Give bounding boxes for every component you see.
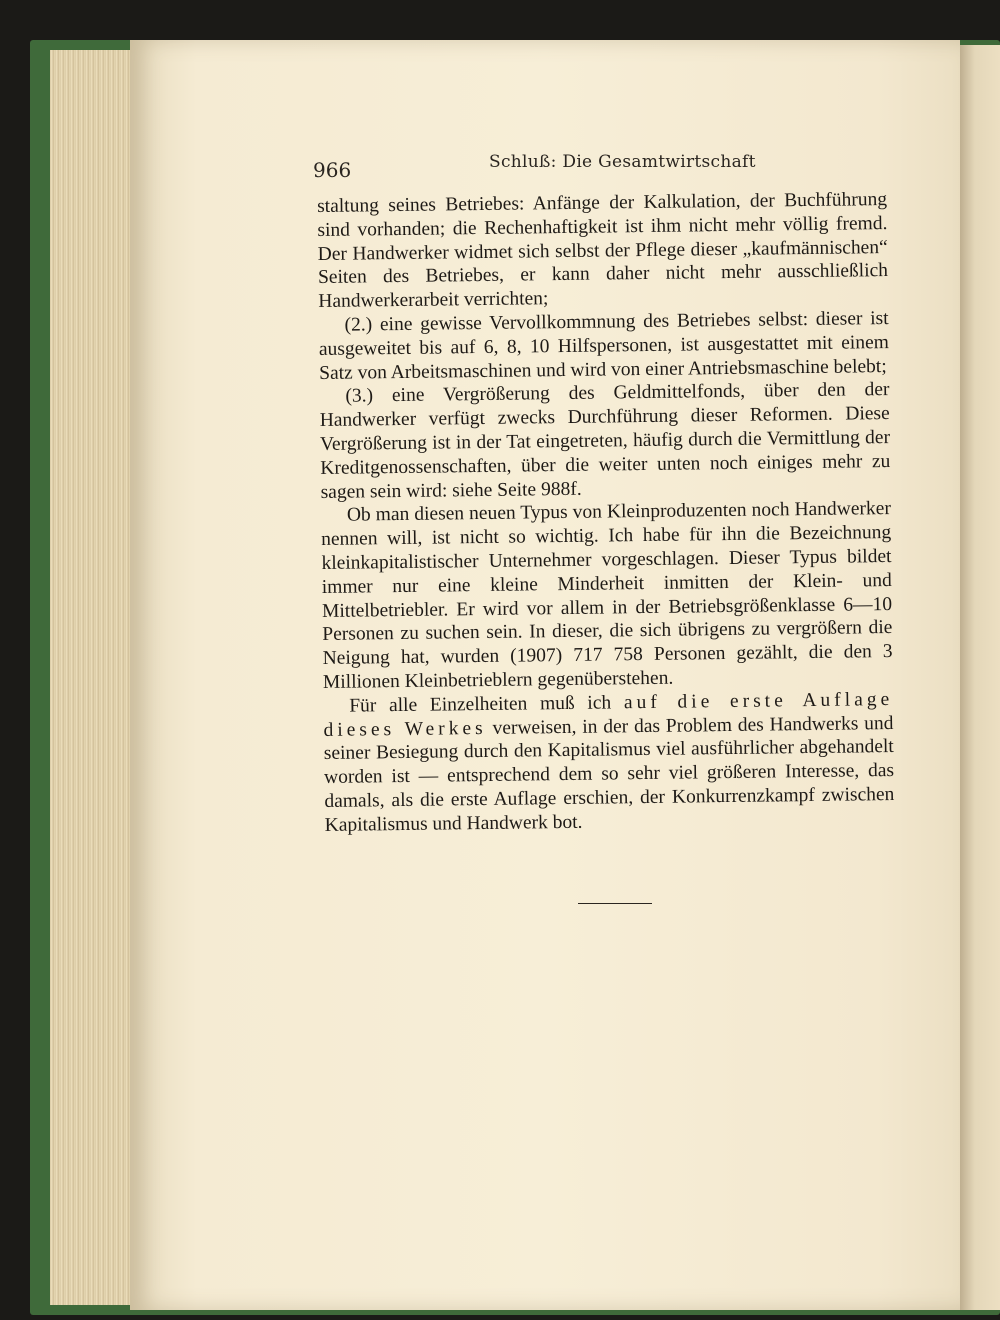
spaced-emphasis: auf die erste Auflage dieses Werkes xyxy=(323,688,894,741)
next-page-edge xyxy=(958,45,1000,1310)
paragraph-point-2: (2.) eine gewisse Vervollkommnung des Betriebes selbst: dieser ist ausgeweitet bis auf 6, 8, 10 Hilfspersonen, ist ausgestattet mit einem Satz von Arbeitsmaschinen und wird von einer Antriebsmaschine belebt; xyxy=(318,308,889,384)
paragraph-point-3: (3.) eine Vergrößerung des Geldmittelfonds, über den der Handwerker verfügt zwecks Durchführung dieser Reformen. Diese Vergrößerung ist in der Tat eingetreten, häufig durch die Vermittlung der Kreditgenossenschaften, über die weiter unten noch einiges mehr zu sagen sein wird: siehe Seite 988f. xyxy=(319,379,891,503)
reference-text-after: verweisen, in der das Problem des Handwerks und seiner Besiegung durch den Kapitalismus viel ausführlicher abgehandelt worden ist — entsprechend dem so sehr viel größeren Interesse, das damals, als die erste Auflage erschien, der Konkurrenzkampf zwischen Kapitalismus und Handwerk bot. xyxy=(323,712,895,836)
page-number: 966 xyxy=(313,158,352,182)
paragraph-reference xyxy=(323,688,895,838)
body-text xyxy=(317,188,895,837)
paragraph-new-type: Ob man diesen neuen Typus von Kleinproduzenten noch Handwerker nennen will, ist nicht so wichtig. Ich habe für ihn die Bezeichnung kleinkapitalistischer Unternehmer vorgeschlagen. Dieser Typus bildet immer nur eine kleine Minderheit inmitten der Klein- und Mittelbetriebler. Er wird vor allem in der Betriebsgrößenklasse 6—10 Personen zu suchen sein. In dieser, die sich übrigens zu vergrößern die Neigung hat, wurden (1907) 717 758 Personen gezählt, die den 3 Millionen Kleinbetrieblern gegenüberstehen. xyxy=(321,498,893,693)
show-through-text xyxy=(318,821,882,1119)
page-header xyxy=(313,152,893,182)
running-head: Schluß: Die Gesamtwirtschaft xyxy=(489,152,756,172)
paragraph-continuation: staltung seines Betriebes: Anfänge der Kalkulation, der Buchführung sind vorhanden; die Rechenhaftigkeit ist ihm nicht mehr völlig fremd. Der Handwerker widmet sich selbst der Pflege dieser „kaufmännischen“ Seiten des Betriebes, er kann daher nicht mehr ausschließlich Handwerkerarbeit verrichten; xyxy=(317,189,889,313)
section-end-rule xyxy=(578,903,652,904)
reference-text-before: Für alle Einzelheiten muß ich xyxy=(349,692,625,717)
